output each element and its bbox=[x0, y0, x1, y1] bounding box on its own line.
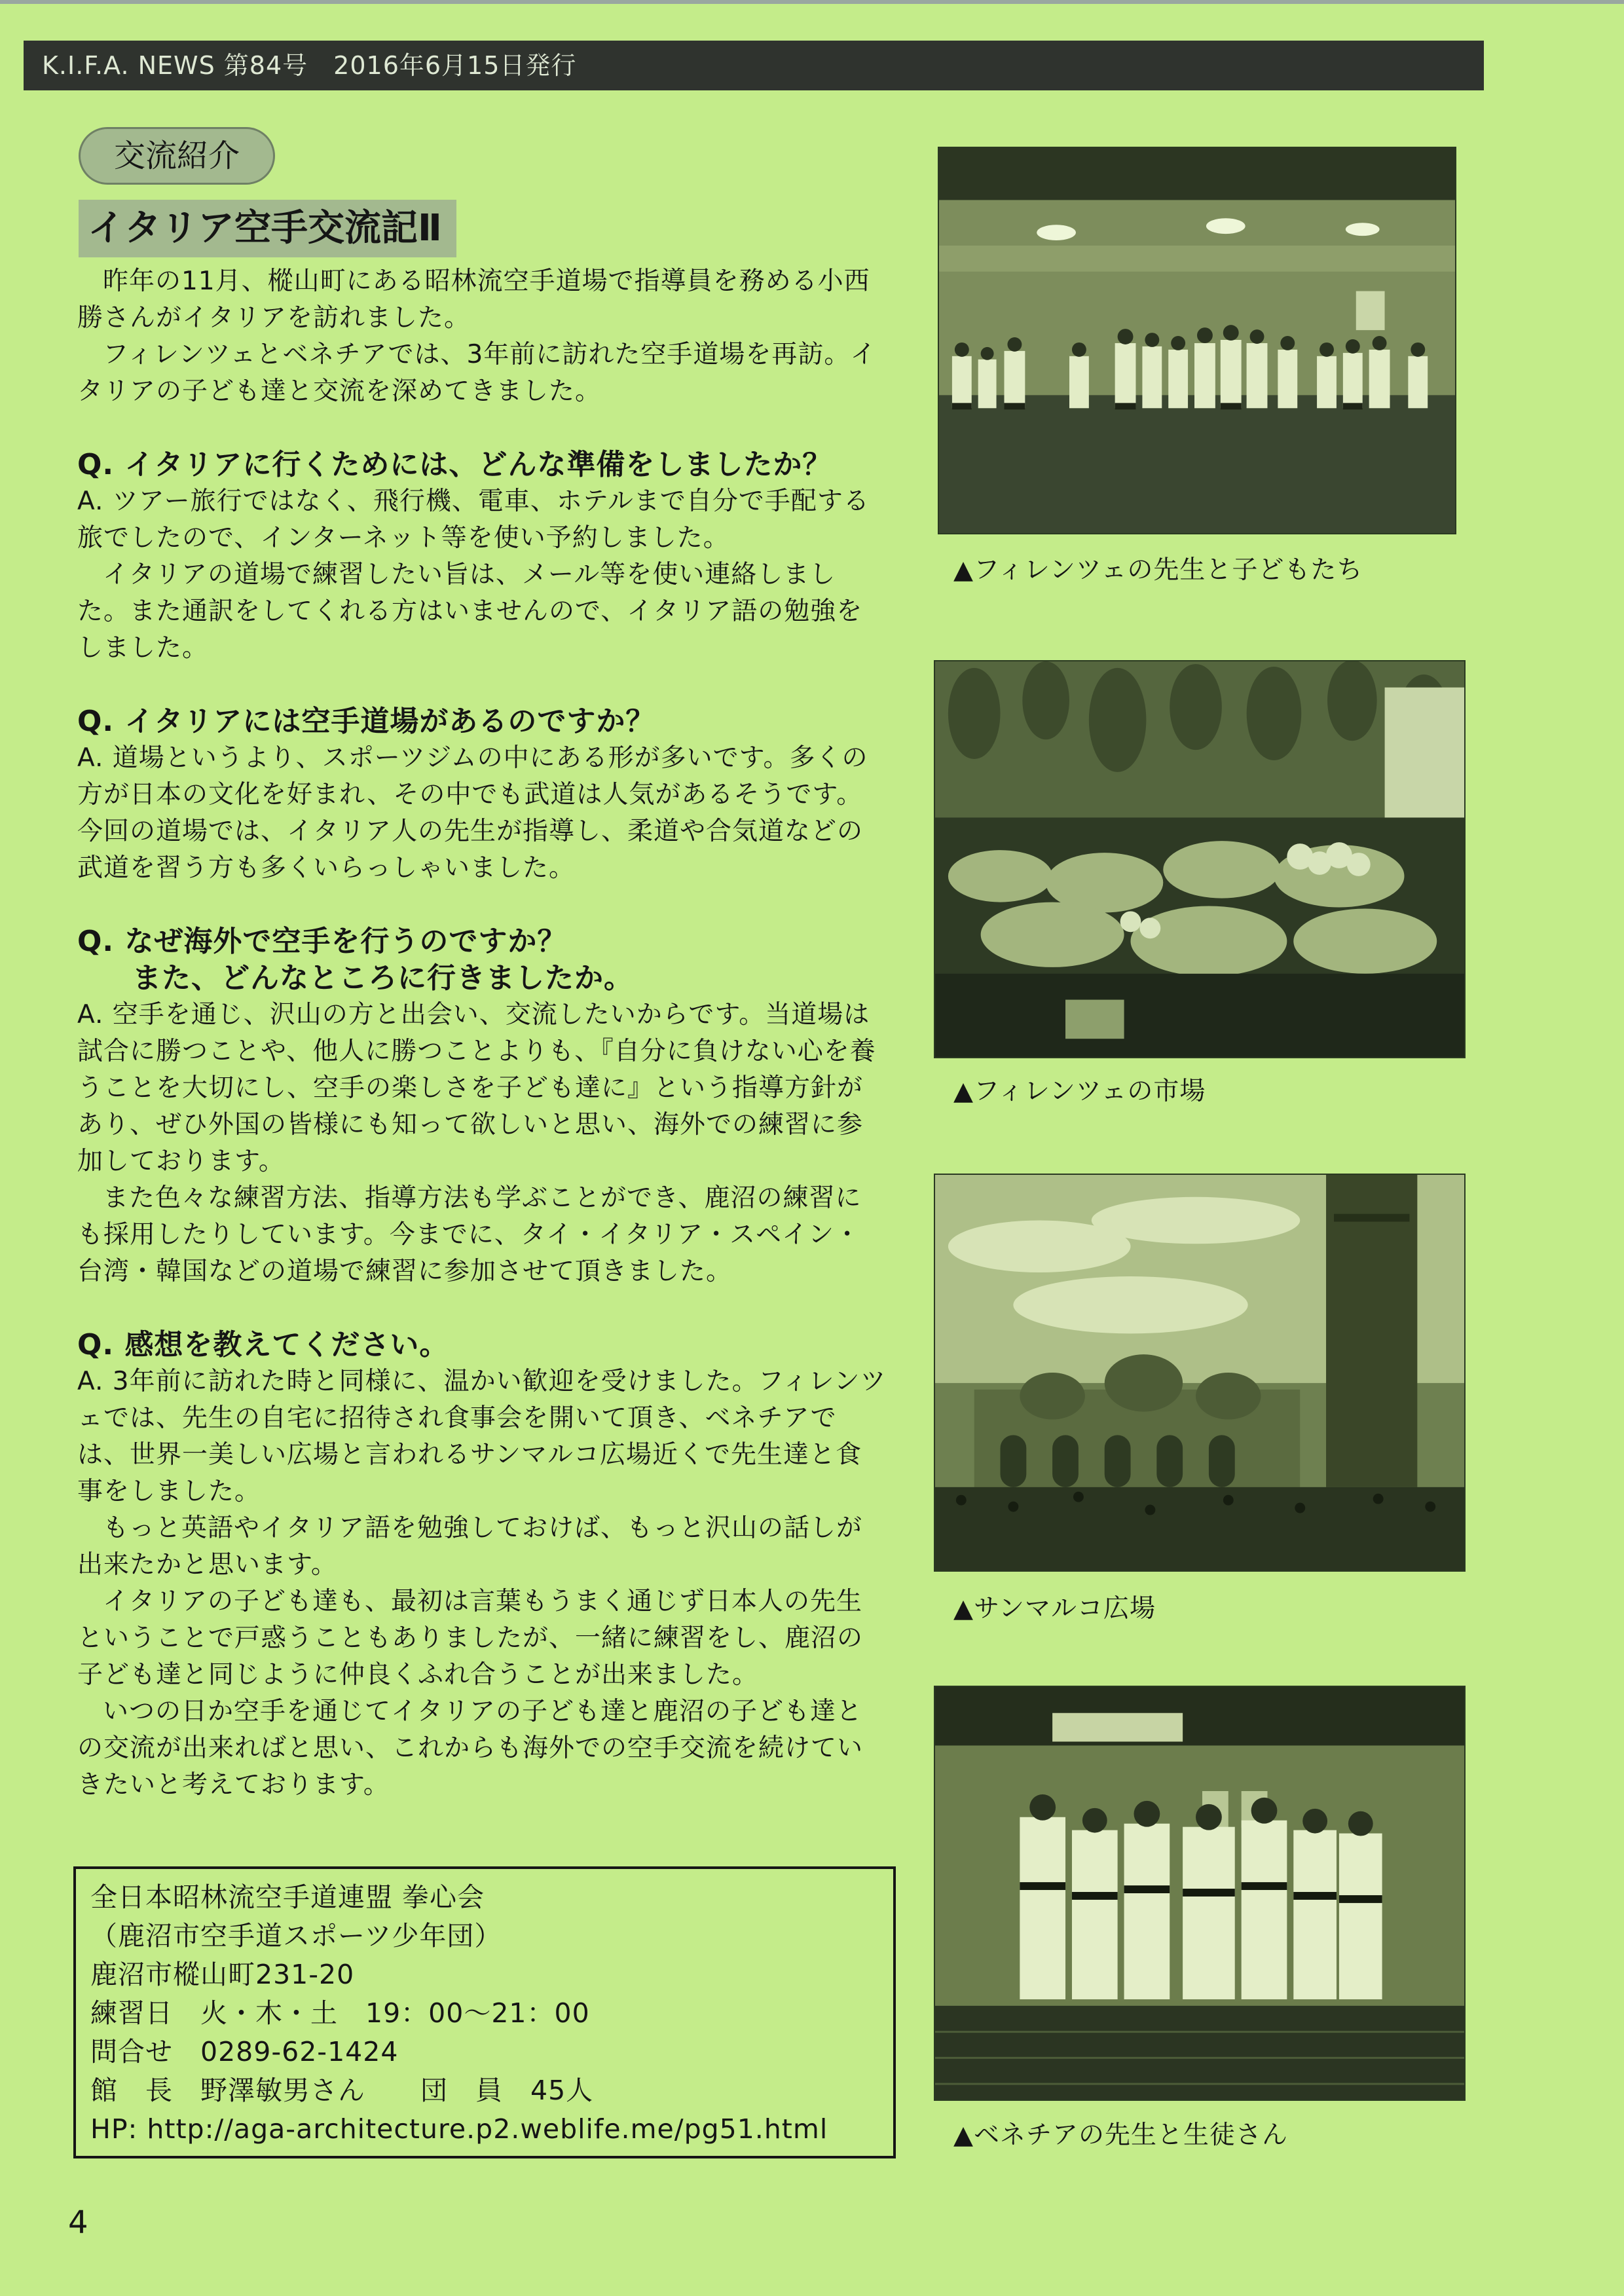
page-number: 4 bbox=[68, 2204, 88, 2241]
intro-paragraph: 昨年の11月、樅山町にある昭林流空手道場で指導員を務める小西勝さんがイタリアを訪れました。 bbox=[77, 267, 870, 333]
photo-san-marco-square bbox=[934, 1174, 1466, 1572]
photo-florence-dojo bbox=[938, 147, 1456, 534]
photo-venice-teachers-students bbox=[934, 1686, 1466, 2101]
dojo-info-box bbox=[73, 1866, 896, 2158]
intro-paragraph: フィレンツェとベネチアでは、3年前に訪れた空手道場を再訪。イタリアの子ども達と交流を深めてきました。 bbox=[77, 340, 877, 406]
answer-paragraph: イタリアの子ども達も、最初は言葉もうまく通じず日本人の先生ということで戸惑うこともありましたが、一緒に練習をし、鹿沼の子ども達と同じように仲良くふれ合うことが出来ました。 bbox=[77, 1587, 864, 1690]
answer-paragraph: A. 空手を通じ、沢山の方と出会い、交流したいからです。当道場は試合に勝つことや、他人に勝つことよりも、『自分に負けない心を養うことを大切にし、空手の楽しさを子ども達に』という指導方針があり、ぜひ外国の皆様にも知って欲しいと思い、海外での練習に参加しております。 bbox=[77, 1000, 876, 1176]
answer-paragraph: A. 3年前に訪れた時と同様に、温かい歓迎を受けました。フィレンツェでは、先生の自宅に招待され食事会を開いて頂き、ベネチアでは、世界一美しい広場と言われるサンマルコ広場近くで先生達と食事をしました。 bbox=[77, 1367, 887, 1506]
top-edge-line bbox=[0, 0, 1624, 4]
info-line: 問合せ 0289-62-1424 bbox=[90, 2036, 399, 2067]
info-line: 全日本昭林流空手道連盟 拳心会 bbox=[90, 1881, 485, 1913]
info-line: 館 長 野澤敏男さん 団 員 45人 bbox=[90, 2075, 594, 2106]
answer-paragraph: もっと英語やイタリア語を勉強しておけば、もっと沢山の話しが出来たかと思います。 bbox=[77, 1513, 863, 1580]
caption-venice-teachers-students: ▲ベネチアの先生と生徒さん bbox=[953, 2120, 1288, 2150]
answer-paragraph: いつの日か空手を通じてイタリアの子ども達と鹿沼の子ども達との交流が出来ればと思い、これからも海外での空手交流を続けていきたいと考えております。 bbox=[77, 1697, 864, 1800]
answer-paragraph: イタリアの道場で練習したい旨は、メール等を使い連絡しました。また通訳をしてくれる方はいませんので、イタリア語の勉強をしました。 bbox=[77, 560, 863, 663]
newsletter-header-bar bbox=[24, 41, 1484, 90]
answer-paragraph: A. ツアー旅行ではなく、飛行機、電車、ホテルまで自分で手配する旅でしたので、インターネット等を使い予約しました。 bbox=[77, 487, 870, 553]
answer-paragraph: また色々な練習方法、指導方法も学ぶことができ、鹿沼の練習にも採用したりしています。今までに、タイ・イタリア・スペイン・台湾・韓国などの道場で練習に参加させて頂きました。 bbox=[77, 1183, 862, 1286]
info-homepage-line: HP: http://aga-architecture.p2.weblife.me/pg51.html bbox=[90, 2113, 828, 2145]
info-line: 練習日 火・木・土 19：00～21：00 bbox=[90, 1997, 590, 2029]
question-heading-line2: また、どんなところに行きましたか。 bbox=[132, 961, 633, 995]
info-line: （鹿沼市空手道スポーツ少年団） bbox=[90, 1920, 502, 1952]
newsletter-header-text: K.I.F.A. NEWS 第84号 2016年6月15日発行 bbox=[42, 51, 577, 80]
article-title: イタリア空手交流記Ⅱ bbox=[79, 200, 456, 257]
caption-florence-market: ▲フィレンツェの市場 bbox=[953, 1077, 1206, 1106]
question-heading: Q. 感想を教えてください。 bbox=[77, 1328, 449, 1361]
question-heading: Q. イタリアには空手道場があるのですか？ bbox=[77, 705, 655, 738]
section-label: 交流紹介 bbox=[79, 127, 275, 185]
photo-florence-market bbox=[934, 660, 1466, 1058]
article-body bbox=[77, 263, 887, 1804]
question-heading: Q. イタリアに行くためには、どんな準備をしましたか？ bbox=[77, 448, 832, 481]
answer-paragraph: A. 道場というより、スポーツジムの中にある形が多いです。多くの方が日本の文化を好まれ、その中でも武道は人気があるそうです。今回の道場では、イタリア人の先生が指導し、柔道や合気道などの武道を習う方も多くいらっしゃいました。 bbox=[77, 743, 868, 883]
caption-florence-dojo: ▲フィレンツェの先生と子どもたち bbox=[953, 555, 1363, 585]
caption-san-marco-square: ▲サンマルコ広場 bbox=[953, 1594, 1156, 1623]
question-heading: Q. なぜ海外で空手を行うのですか？ bbox=[77, 925, 567, 958]
info-line: 鹿沼市樅山町231-20 bbox=[90, 1959, 355, 1990]
